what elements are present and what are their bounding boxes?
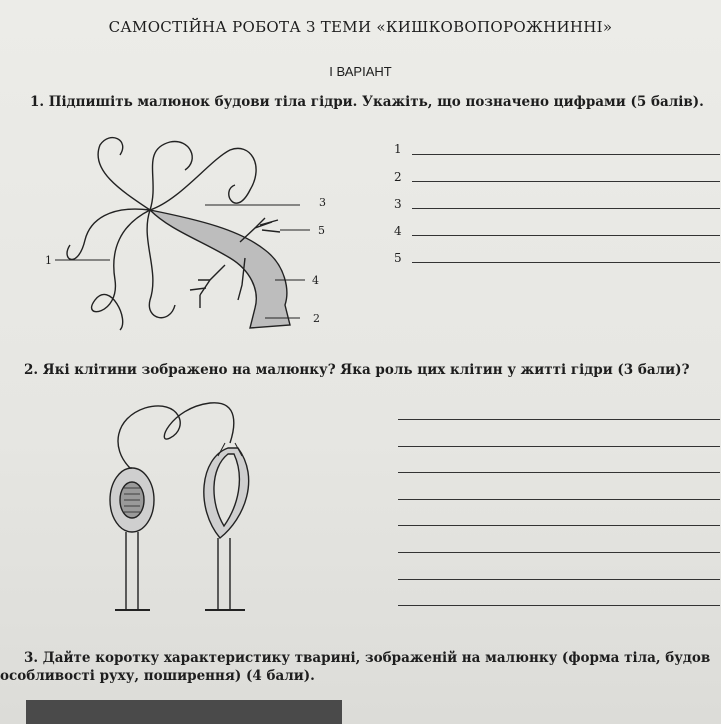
- answer-line-4[interactable]: [412, 235, 720, 236]
- answer-line-q2-2[interactable]: [398, 446, 720, 447]
- answer-line-q2-5[interactable]: [398, 525, 720, 526]
- answer-line-q2-3[interactable]: [398, 472, 720, 473]
- figure-label-4: 4: [312, 274, 319, 287]
- answer-line-3[interactable]: [412, 208, 720, 209]
- question-1: 1. Підпишіть малюнок будови тіла гідри. Укажіть, що позначено цифрами (5 балів).: [30, 94, 704, 110]
- figure-label-1: 1: [45, 254, 52, 267]
- question-2: 2. Які клітини зображено на малюнку? Яка роль цих клітин у житті гідри (3 бали)?: [24, 362, 690, 378]
- variant-label: І ВАРІАНТ: [329, 64, 392, 79]
- question-3-continued: особливості руху, поширення) (4 бали).: [0, 668, 315, 684]
- figure-label-5: 5: [318, 224, 325, 237]
- answer-line-1[interactable]: [412, 154, 720, 155]
- page-title: САМОСТІЙНА РОБОТА З ТЕМИ «КИШКОВОПОРОЖНИННІ»: [108, 18, 613, 36]
- answer-number-3: 3: [394, 197, 402, 211]
- answer-line-q2-7[interactable]: [398, 579, 720, 580]
- answer-number-4: 4: [394, 224, 402, 238]
- answer-line-q2-8[interactable]: [398, 605, 720, 606]
- question-3: 3. Дайте коротку характеристику тварині, зображеній на малюнку (форма тіла, будов: [24, 650, 711, 666]
- answer-number-2: 2: [394, 170, 402, 184]
- figure-label-2: 2: [313, 312, 320, 325]
- figure-3-image-top: [26, 700, 342, 724]
- hydra-figure: [50, 130, 350, 340]
- cnidocyte-figure: [100, 388, 280, 618]
- answer-line-q2-1[interactable]: [398, 419, 720, 420]
- answer-line-2[interactable]: [412, 181, 720, 182]
- answer-line-q2-6[interactable]: [398, 552, 720, 553]
- figure-label-3: 3: [319, 196, 326, 209]
- answer-line-5[interactable]: [412, 262, 720, 263]
- answer-number-1: 1: [394, 142, 402, 156]
- answer-line-q2-4[interactable]: [398, 499, 720, 500]
- answer-number-5: 5: [394, 251, 402, 265]
